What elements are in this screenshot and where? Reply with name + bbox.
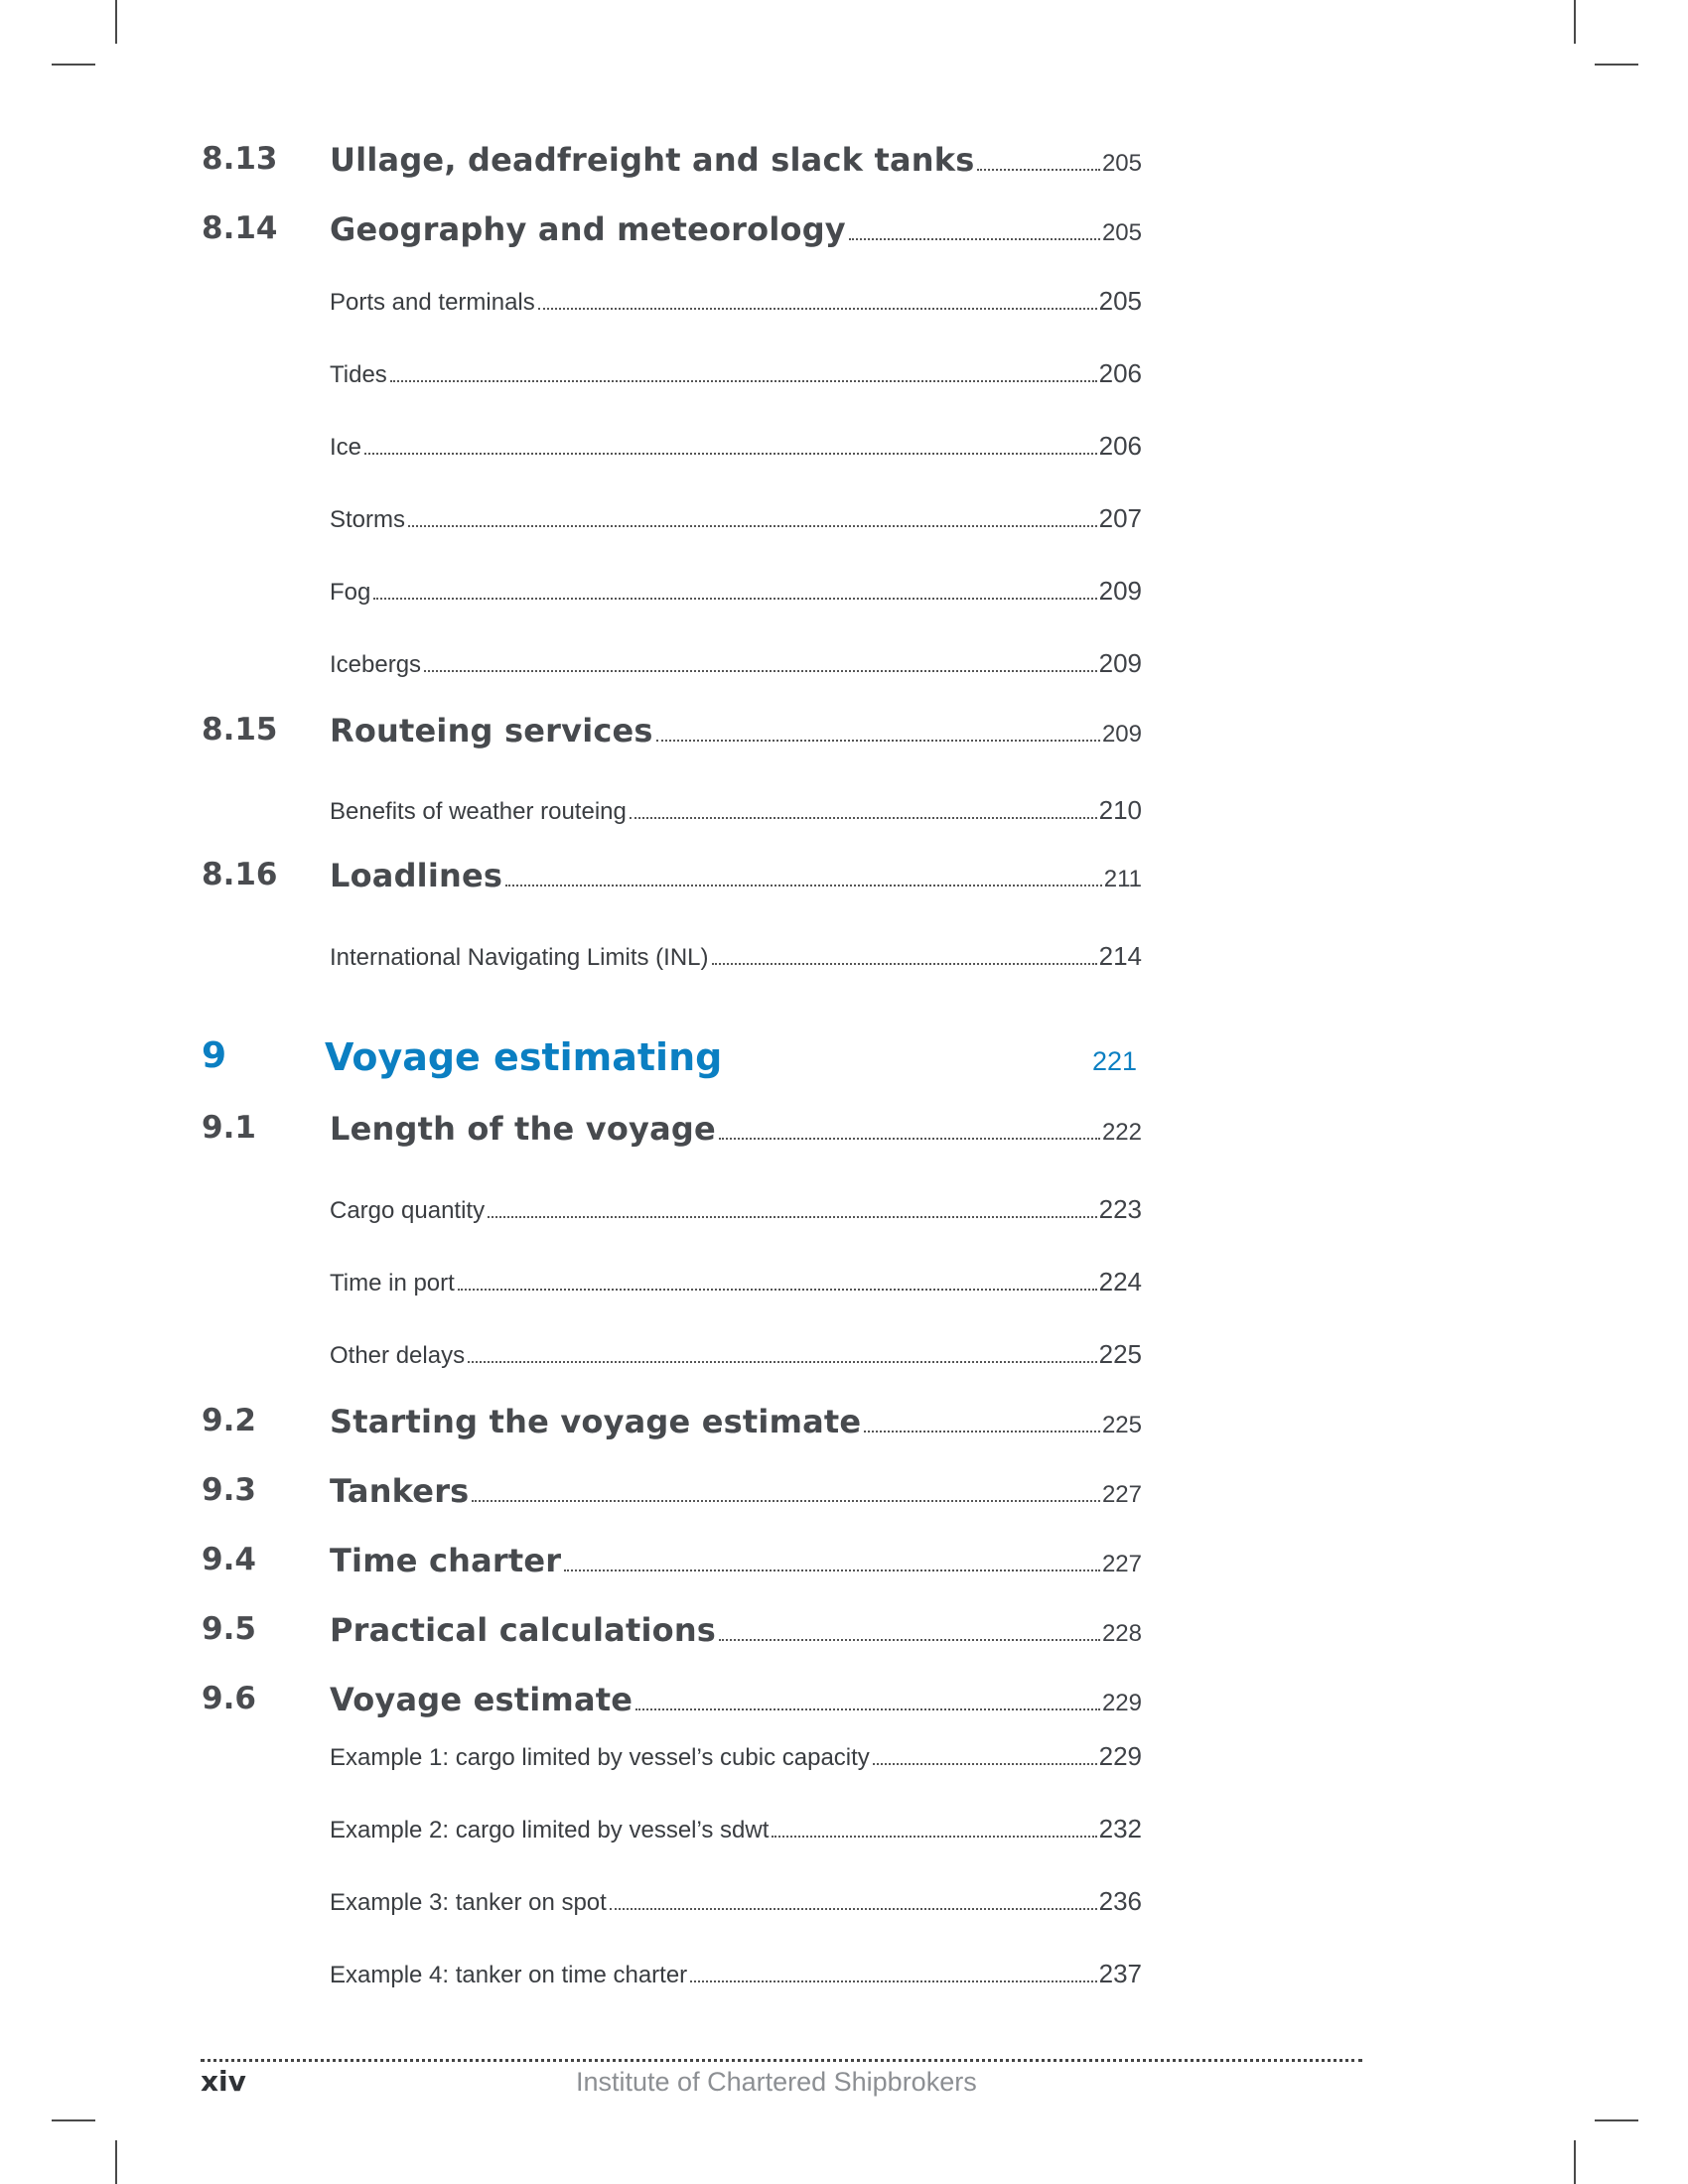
dot-leader bbox=[977, 169, 1100, 171]
page-number: 224 bbox=[1098, 1267, 1142, 1297]
section-title: Voyage estimate bbox=[330, 1681, 633, 1718]
page-number: 206 bbox=[1098, 358, 1142, 388]
crop-mark bbox=[52, 64, 95, 66]
section-title: Tankers bbox=[330, 1472, 470, 1510]
page-number: 209 bbox=[1101, 721, 1142, 748]
crop-mark bbox=[115, 0, 117, 44]
section-number: 9.3 bbox=[202, 1472, 256, 1508]
dot-leader bbox=[564, 1570, 1100, 1571]
page-number: 229 bbox=[1098, 1741, 1142, 1771]
dot-leader bbox=[468, 1361, 1097, 1363]
crop-mark bbox=[1574, 2140, 1576, 2184]
page-number: 225 bbox=[1101, 1412, 1142, 1438]
crop-mark bbox=[1595, 64, 1638, 66]
page-number: 223 bbox=[1098, 1194, 1142, 1224]
dot-leader bbox=[630, 817, 1097, 819]
dot-leader bbox=[408, 525, 1097, 527]
section-title: Routeing services bbox=[330, 712, 653, 750]
section-title: Starting the voyage estimate bbox=[330, 1403, 862, 1440]
subentry-title: Ports and terminals bbox=[330, 289, 535, 316]
page-number: 206 bbox=[1098, 431, 1142, 461]
page-number: 229 bbox=[1101, 1690, 1142, 1716]
chapter-title: Voyage estimating bbox=[325, 1035, 723, 1079]
page-number: 222 bbox=[1101, 1119, 1142, 1146]
crop-mark bbox=[1574, 0, 1576, 44]
crop-mark bbox=[52, 2119, 95, 2121]
section-number: 8.13 bbox=[202, 141, 278, 177]
section-number: 9.2 bbox=[202, 1403, 256, 1438]
page-number: 211 bbox=[1103, 866, 1142, 892]
section-number: 8.14 bbox=[202, 210, 278, 246]
page-number: 221 bbox=[1091, 1046, 1137, 1076]
dot-leader bbox=[772, 1836, 1096, 1838]
dot-leader bbox=[364, 453, 1097, 455]
subentry-title: Storms bbox=[330, 506, 406, 533]
dot-leader bbox=[373, 598, 1096, 600]
section-number: 9.6 bbox=[202, 1681, 256, 1716]
subentry-title: Cargo quantity bbox=[330, 1197, 486, 1224]
section-number: 9.1 bbox=[202, 1110, 256, 1146]
dot-leader bbox=[424, 670, 1097, 672]
dot-leader bbox=[873, 1763, 1097, 1765]
subentry-title: Tides bbox=[330, 361, 387, 388]
footer-publisher: Institute of Chartered Shipbrokers bbox=[576, 2067, 977, 2097]
dot-leader bbox=[712, 963, 1097, 965]
page-number: 237 bbox=[1098, 1959, 1142, 1988]
page-number: 227 bbox=[1101, 1481, 1142, 1508]
section-number: 9.4 bbox=[202, 1542, 256, 1577]
subentry-title: Benefits of weather routeing bbox=[330, 798, 627, 825]
page-number: 236 bbox=[1098, 1886, 1142, 1916]
page-number: 225 bbox=[1098, 1339, 1142, 1369]
dot-leader bbox=[390, 380, 1097, 382]
dot-leader bbox=[635, 1708, 1100, 1710]
page-number: 205 bbox=[1101, 150, 1142, 177]
subentry-title: Example 3: tanker on spot bbox=[330, 1889, 607, 1916]
dot-leader bbox=[719, 1639, 1100, 1641]
dot-leader bbox=[656, 740, 1100, 742]
page-number: 232 bbox=[1098, 1814, 1142, 1843]
subentry-title: Icebergs bbox=[330, 651, 422, 678]
crop-mark bbox=[115, 2140, 117, 2184]
section-title: Loadlines bbox=[330, 857, 503, 894]
dot-leader bbox=[538, 308, 1097, 310]
dot-leader bbox=[472, 1500, 1100, 1502]
subentry-title: Other delays bbox=[330, 1342, 466, 1369]
crop-mark bbox=[1595, 2119, 1638, 2121]
page-number: 209 bbox=[1098, 648, 1142, 678]
section-title: Practical calculations bbox=[330, 1611, 717, 1649]
dot-leader bbox=[488, 1216, 1097, 1218]
dot-leader bbox=[864, 1431, 1100, 1433]
page-number: 228 bbox=[1101, 1620, 1142, 1647]
dot-leader bbox=[458, 1289, 1097, 1291]
dot-leader bbox=[610, 1908, 1097, 1910]
subentry-title: Fog bbox=[330, 579, 371, 606]
page-number: 209 bbox=[1098, 576, 1142, 606]
subentry-title: Ice bbox=[330, 434, 362, 461]
page-number: 207 bbox=[1098, 503, 1142, 533]
subentry-title: Example 2: cargo limited by vessel’s sdwt bbox=[330, 1817, 770, 1843]
page-number: 210 bbox=[1098, 795, 1142, 825]
dot-leader bbox=[719, 1138, 1100, 1140]
footer-divider bbox=[201, 2059, 1362, 2062]
page-number: 205 bbox=[1101, 219, 1142, 246]
section-title: Geography and meteorology bbox=[330, 210, 846, 248]
section-number: 9.5 bbox=[202, 1611, 256, 1647]
subentry-title: International Navigating Limits (INL) bbox=[330, 944, 709, 971]
section-title: Ullage, deadfreight and slack tanks bbox=[330, 141, 975, 179]
subentry-title: Time in port bbox=[330, 1270, 455, 1297]
page-number: 205 bbox=[1098, 286, 1142, 316]
dot-leader bbox=[690, 1980, 1096, 1982]
section-title: Time charter bbox=[330, 1542, 562, 1579]
footer-page-number: xiv bbox=[201, 2065, 246, 2098]
section-title: Length of the voyage bbox=[330, 1110, 716, 1148]
dot-leader bbox=[505, 885, 1102, 887]
subentry-title: Example 4: tanker on time charter bbox=[330, 1962, 688, 1988]
page-number: 227 bbox=[1101, 1551, 1142, 1577]
subentry-title: Example 1: cargo limited by vessel’s cubic capacity bbox=[330, 1744, 870, 1771]
page-number: 214 bbox=[1098, 941, 1142, 971]
chapter-number: 9 bbox=[202, 1035, 227, 1076]
section-number: 8.16 bbox=[202, 857, 278, 892]
section-number: 8.15 bbox=[202, 712, 278, 748]
dot-leader bbox=[849, 238, 1100, 240]
